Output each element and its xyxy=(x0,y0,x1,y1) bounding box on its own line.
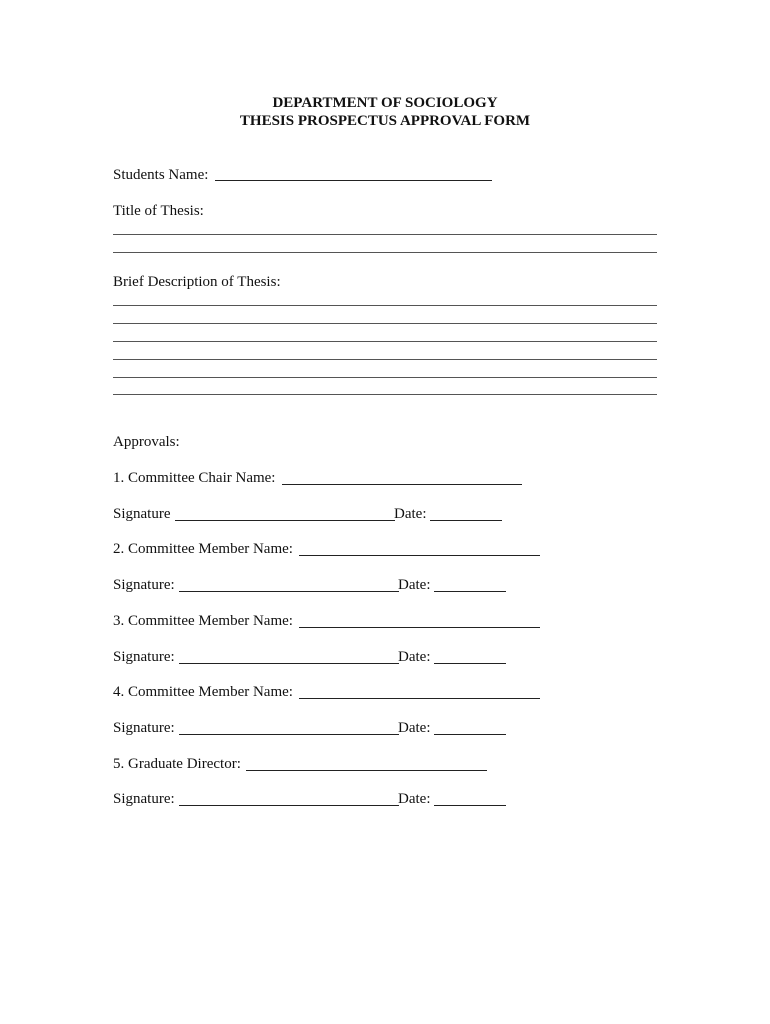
approver-4-name-label: 4. Committee Member Name: xyxy=(113,684,293,700)
thesis-title-label: Title of Thesis: xyxy=(113,203,204,219)
approver-5-signature-label: Signature: xyxy=(113,791,175,807)
approver-5-date-field[interactable] xyxy=(434,805,506,806)
description-line-2[interactable] xyxy=(113,323,657,324)
description-line-4[interactable] xyxy=(113,359,657,360)
approver-2-name-label: 2. Committee Member Name: xyxy=(113,541,293,557)
approver-3-name-field[interactable] xyxy=(299,627,540,628)
approver-4-name-field[interactable] xyxy=(299,698,540,699)
student-name-field[interactable] xyxy=(215,180,492,181)
description-line-5[interactable] xyxy=(113,377,657,378)
description-line-6[interactable] xyxy=(113,394,657,395)
approver-3-signature-field[interactable] xyxy=(179,663,399,664)
approver-5-name-field[interactable] xyxy=(246,770,487,771)
approver-2-name-field[interactable] xyxy=(299,555,540,556)
description-line-3[interactable] xyxy=(113,341,657,342)
approver-1-signature-label: Signature xyxy=(113,506,171,522)
approver-1-name-label: 1. Committee Chair Name: xyxy=(113,470,276,486)
description-label: Brief Description of Thesis: xyxy=(113,274,281,290)
approver-2-date-field[interactable] xyxy=(434,591,506,592)
approver-4-date-field[interactable] xyxy=(434,734,506,735)
approver-3-name-label: 3. Committee Member Name: xyxy=(113,613,293,629)
form-title: THESIS PROSPECTUS APPROVAL FORM xyxy=(239,113,531,129)
department-heading: DEPARTMENT OF SOCIOLOGY xyxy=(272,95,498,111)
approver-1-name-field[interactable] xyxy=(282,484,522,485)
approver-4-signature-label: Signature: xyxy=(113,720,175,736)
approver-2-signature-label: Signature: xyxy=(113,577,175,593)
student-name-label: Students Name: xyxy=(113,167,209,183)
approver-5-date-label: Date: xyxy=(398,791,431,807)
approvals-heading: Approvals: xyxy=(113,434,180,450)
approver-1-signature-field[interactable] xyxy=(175,520,395,521)
description-line-1[interactable] xyxy=(113,305,657,306)
approver-4-signature-field[interactable] xyxy=(179,734,399,735)
approver-1-date-label: Date: xyxy=(394,506,427,522)
approver-2-signature-field[interactable] xyxy=(179,591,399,592)
thesis-title-line-2[interactable] xyxy=(113,252,657,253)
approver-5-signature-field[interactable] xyxy=(179,805,399,806)
approver-5-name-label: 5. Graduate Director: xyxy=(113,756,241,772)
approver-3-date-field[interactable] xyxy=(434,663,506,664)
approver-1-date-field[interactable] xyxy=(430,520,502,521)
approver-3-date-label: Date: xyxy=(398,649,431,665)
approver-3-signature-label: Signature: xyxy=(113,649,175,665)
approver-4-date-label: Date: xyxy=(398,720,431,736)
approver-2-date-label: Date: xyxy=(398,577,431,593)
thesis-title-line-1[interactable] xyxy=(113,234,657,235)
